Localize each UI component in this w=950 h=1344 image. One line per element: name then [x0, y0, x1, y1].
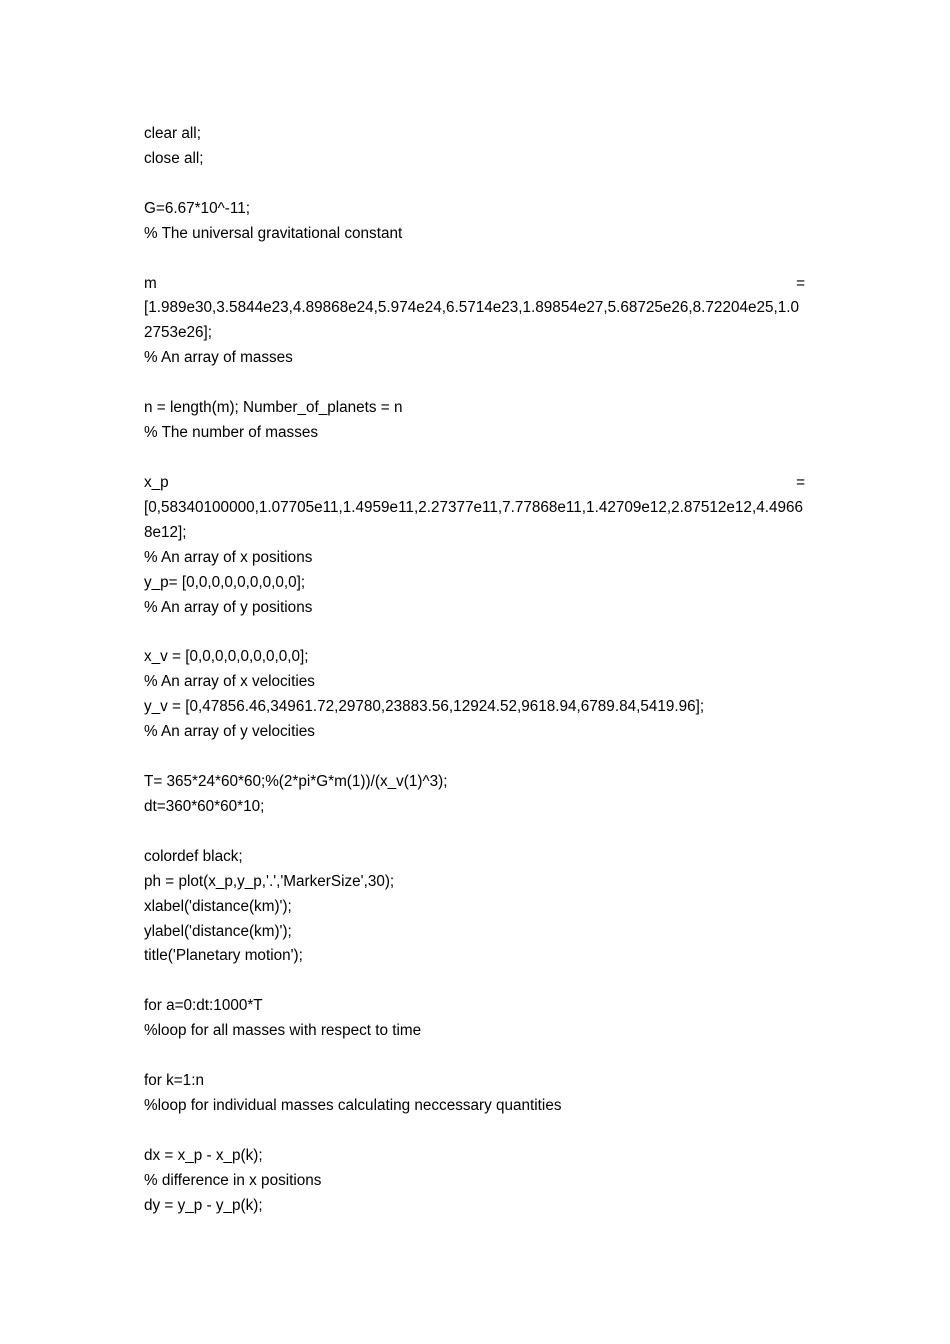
code-line: clear all; [144, 125, 201, 142]
document-body [144, 122, 805, 1219]
variable-name: m [144, 274, 157, 292]
code-line-justified [144, 272, 805, 297]
code-line: ph = plot(x_p,y_p,'.','MarkerSize',30); [144, 872, 395, 890]
code-line: y_v = [0,47856.46,34961.72,29780,23883.56,12924.52,9618.94,6789.84,5419.96]; [144, 698, 705, 716]
comment-line: % An array of y velocities [144, 723, 315, 741]
code-line: colordef black; [144, 847, 243, 865]
comment-line: %loop for all masses with respect to time [144, 1022, 422, 1040]
code-line-wrapped: [0,58340100000,1.07705e11,1.4959e11,2.27377e11,7.77868e11,1.42709e12,2.87512e12,4.49668e12]; [144, 498, 803, 541]
blank-line [144, 371, 805, 396]
comment-line: % The number of masses [144, 424, 319, 442]
code-line: for k=1:n [144, 1072, 204, 1090]
blank-line [144, 172, 805, 197]
comment-line: %loop for individual masses calculating neccessary quantities [144, 1097, 562, 1115]
code-line: dy = y_p - y_p(k); [144, 1196, 263, 1214]
comment-line: % An array of x velocities [144, 673, 315, 691]
comment-line: % The universal gravitational constant [144, 224, 403, 242]
variable-name: x_p [144, 473, 169, 491]
code-line: y_p= [0,0,0,0,0,0,0,0,0]; [144, 573, 306, 591]
blank-line [144, 1044, 805, 1069]
blank-line [144, 820, 805, 845]
assignment-operator: = [796, 274, 805, 292]
comment-line: % difference in x positions [144, 1171, 322, 1189]
blank-line [144, 621, 805, 646]
blank-line [144, 446, 805, 471]
code-line: dx = x_p - x_p(k); [144, 1146, 263, 1164]
code-line: ylabel('distance(km)'); [144, 922, 292, 940]
blank-line [144, 247, 805, 272]
assignment-operator: = [796, 473, 805, 491]
code-line: n = length(m); Number_of_planets = n [144, 399, 403, 417]
code-line: xlabel('distance(km)'); [144, 897, 292, 915]
blank-line [144, 969, 805, 994]
code-line: for a=0:dt:1000*T [144, 997, 263, 1015]
code-line-wrapped: [1.989e30,3.5844e23,4.89868e24,5.974e24,6.5714e23,1.89854e27,5.68725e26,8.72204e25,1.02753e26]; [144, 299, 800, 342]
comment-line: % An array of masses [144, 349, 293, 367]
blank-line [144, 1119, 805, 1144]
blank-line [144, 745, 805, 770]
code-line-justified [144, 471, 805, 496]
code-line: dt=360*60*60*10; [144, 797, 265, 815]
comment-line: % An array of y positions [144, 598, 313, 616]
comment-line: % An array of x positions [144, 548, 313, 566]
code-line: x_v = [0,0,0,0,0,0,0,0,0]; [144, 648, 309, 666]
code-line: close all; [144, 149, 204, 167]
code-line: T= 365*24*60*60;%(2*pi*G*m(1))/(x_v(1)^3); [144, 773, 448, 791]
code-line: title('Planetary motion'); [144, 947, 303, 965]
code-line: G=6.67*10^-11; [144, 199, 250, 217]
